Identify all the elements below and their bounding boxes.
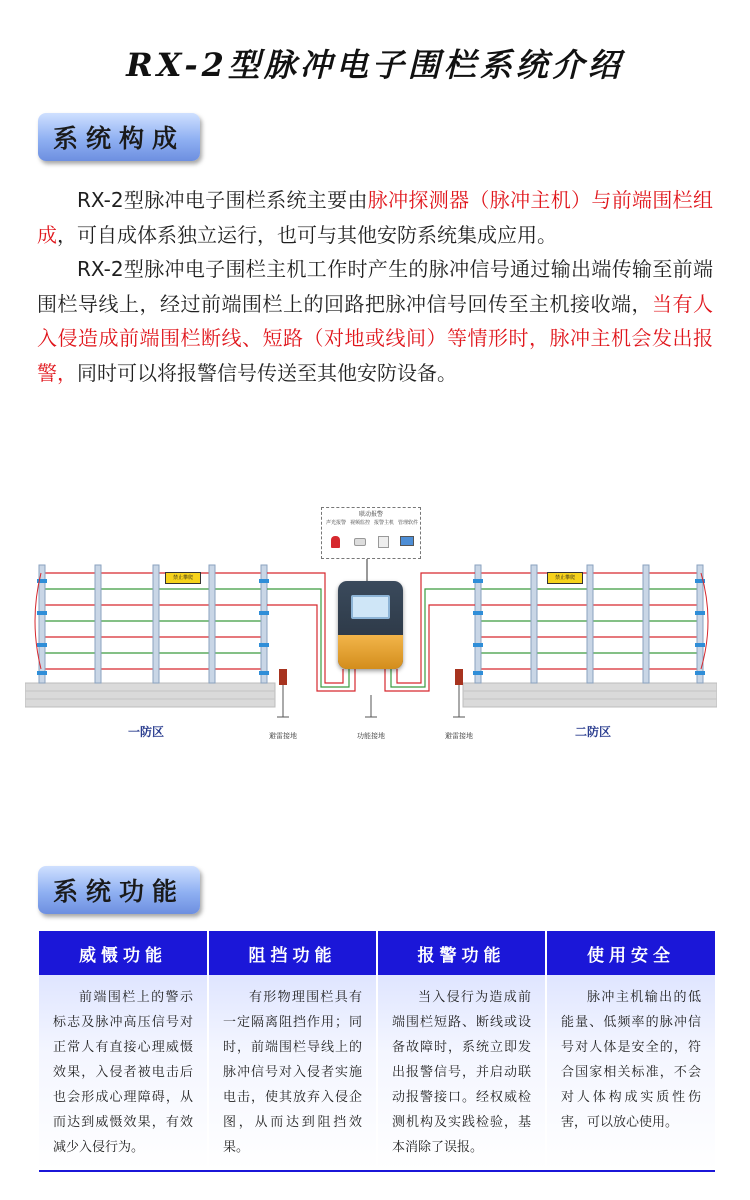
warning-sign-right: 禁止攀爬 bbox=[547, 572, 583, 584]
function-title: 报警功能 bbox=[377, 931, 546, 975]
fence-posts-right bbox=[475, 565, 703, 683]
ground-label-left: 避雷接地 bbox=[269, 732, 297, 740]
function-title: 阻挡功能 bbox=[208, 931, 377, 975]
section-tag-composition: 系统构成 bbox=[38, 113, 200, 161]
function-title: 使用安全 bbox=[546, 931, 715, 975]
intro-paragraph-1: RX-2型脉冲电子围栏系统主要由脉冲探测器（脉冲主机）与前端围栏组成，可自成体系独立运行，也可与其他安防系统集成应用。 bbox=[37, 188, 713, 247]
linkage-item: 报警主机 bbox=[373, 520, 394, 526]
intro-highlight-2: 当有人入侵造成前端围栏断线、短路（对地或线间）等情形时，脉冲主机会发出报警， bbox=[37, 291, 713, 385]
page-title: RX-2型脉冲电子围栏系统介绍 bbox=[126, 46, 624, 84]
linkage-item: 声光报警 bbox=[325, 520, 346, 526]
brick-wall-right bbox=[463, 683, 717, 707]
function-title: 威慑功能 bbox=[39, 931, 208, 975]
function-body: 有形物理围栏具有一定隔离阻挡作用；同时，前端围栏导线上的脉冲信号对入侵者实施电击，使其放弃入侵企图，从而达到阻挡效果。 bbox=[208, 975, 377, 1171]
zone-label-1: 一防区 bbox=[128, 725, 165, 739]
zone-label-2: 二防区 bbox=[575, 725, 612, 739]
ground-label-right: 避雷接地 bbox=[445, 732, 473, 740]
function-body: 脉冲主机输出的低能量、低频率的脉冲信号对人体是安全的，符合国家相关标准，不会对人体构成实质性伤害，可以放心使用。 bbox=[546, 975, 715, 1171]
monitor-icon bbox=[400, 536, 414, 546]
ground-label-center: 功能接地 bbox=[357, 732, 385, 740]
function-table bbox=[39, 931, 715, 1172]
linkage-alarm-box bbox=[321, 507, 421, 559]
function-ground bbox=[365, 695, 377, 717]
host-base bbox=[338, 635, 403, 669]
siren-icon bbox=[331, 536, 340, 548]
function-body: 前端围栏上的警示标志及脉冲高压信号对正常人有直接心理威慑效果，入侵者被电击后也会形成心理障碍，从而达到威慑效果，有效减少入侵行为。 bbox=[39, 975, 208, 1171]
function-body: 当入侵行为造成前端围栏短路、断线或设备故障时，系统立即发出报警信号，并启动联动报警接口。经权威检测机构及实践检验，基本消除了误报。 bbox=[377, 975, 546, 1171]
camera-icon bbox=[354, 538, 366, 546]
linkage-item: 管理软件 bbox=[397, 520, 418, 526]
host-screen bbox=[351, 595, 390, 619]
surge-arrester-left bbox=[277, 669, 289, 717]
linkage-title: 联动报警 bbox=[358, 511, 383, 518]
function-table-header bbox=[39, 931, 715, 975]
function-table-row bbox=[39, 975, 715, 1171]
fence-posts-left bbox=[39, 565, 267, 683]
system-diagram bbox=[25, 503, 717, 743]
intro-highlight-1: 脉冲探测器（脉冲主机）与前端围栏组成 bbox=[37, 188, 713, 247]
brick-wall-left bbox=[25, 683, 275, 707]
alarm-panel-icon bbox=[378, 536, 389, 548]
intro-text bbox=[37, 183, 713, 390]
intro-paragraph-2: RX-2型脉冲电子围栏主机工作时产生的脉冲信号通过输出端传输至前端围栏导线上，经过前端围栏上的回路把脉冲信号回传至主机接收端，当有人入侵造成前端围栏断线、短路（对地或线间）等情形时，脉冲主机会发出报警，同时可以将报警信号传送至其他安防设备。 bbox=[37, 257, 713, 385]
pulse-host-device bbox=[338, 581, 403, 669]
linkage-item: 视频监控 bbox=[349, 520, 370, 526]
section-tag-function: 系统功能 bbox=[38, 866, 200, 914]
warning-sign-left: 禁止攀爬 bbox=[165, 572, 201, 584]
